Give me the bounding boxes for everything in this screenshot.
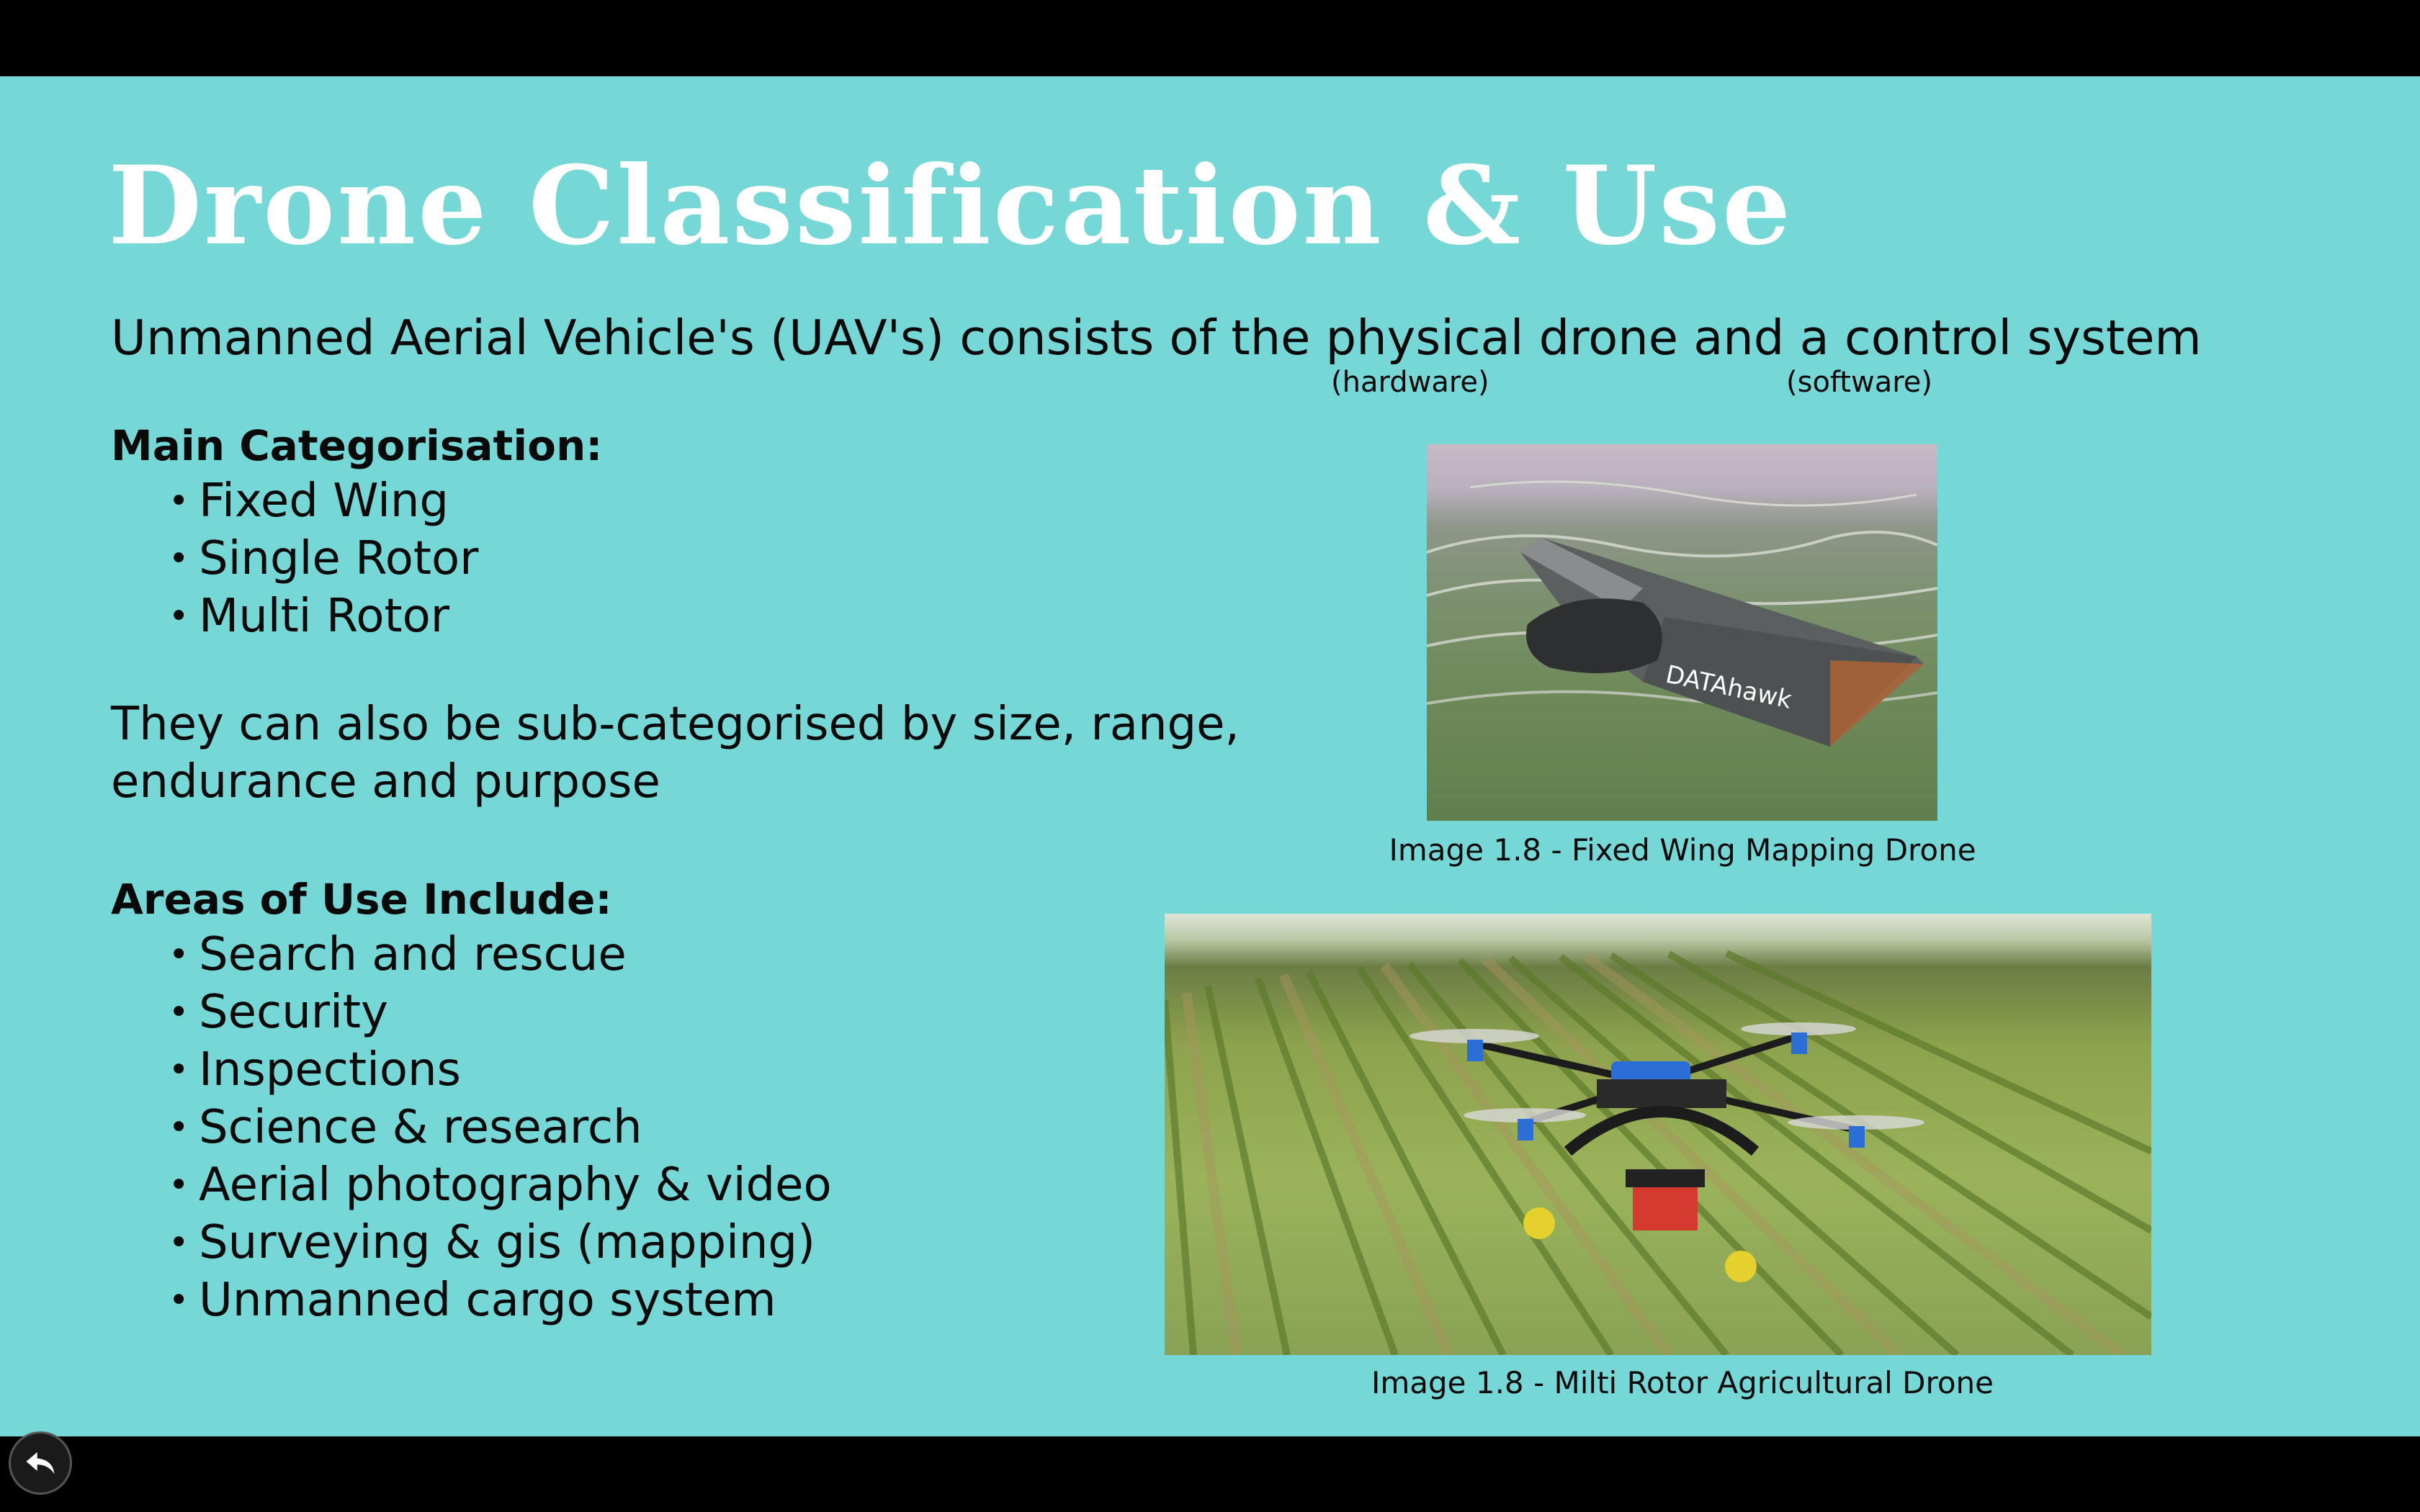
subcategory-paragraph: They can also be sub-categorised by size, range, endurance and purpose <box>111 698 1240 809</box>
back-button[interactable] <box>9 1431 72 1495</box>
bullet-icon: • <box>169 596 189 636</box>
list-item <box>0 1156 832 1214</box>
list-item-label: Inspections <box>199 1043 461 1097</box>
image1-caption: Image 1.8 - Fixed Wing Mapping Drone <box>1389 832 1976 868</box>
datahawk-logo-text: DATAhawk <box>1663 660 1795 715</box>
main-categorisation-heading: Main Categorisation: <box>111 421 603 470</box>
bullet-icon: • <box>169 1107 189 1148</box>
list-item <box>0 530 478 588</box>
fixed-wing-drone-illustration <box>1427 444 1937 821</box>
list-item <box>0 984 832 1041</box>
list-item <box>0 588 478 645</box>
bullet-icon: • <box>169 1165 189 1205</box>
top-letterbox-bar <box>0 0 2420 76</box>
bullet-icon: • <box>169 481 189 521</box>
list-item <box>0 1272 832 1329</box>
bullet-icon: • <box>169 1050 189 1090</box>
bullet-icon: • <box>169 935 189 975</box>
list-item <box>0 1099 832 1156</box>
categories-list <box>0 472 478 645</box>
list-item-label: Fixed Wing <box>199 474 449 528</box>
areas-of-use-heading: Areas of Use Include: <box>111 875 612 924</box>
software-note: (software) <box>1786 366 1932 399</box>
list-item <box>0 472 478 530</box>
list-item <box>0 1214 832 1272</box>
bottom-letterbox-bar <box>0 1436 2420 1512</box>
presentation-slide <box>0 76 2420 1436</box>
list-item-label: Aerial photography & video <box>199 1158 832 1212</box>
list-item-label: Multi Rotor <box>199 590 450 643</box>
image2-caption: Image 1.8 - Milti Rotor Agricultural Drone <box>1371 1365 1994 1400</box>
list-item-label: Security <box>199 986 388 1039</box>
slide-subtitle: Unmanned Aerial Vehicle's (UAV's) consists of the physical drone and a control system <box>111 310 2202 366</box>
list-item <box>0 926 832 984</box>
bullet-icon: • <box>169 1223 189 1263</box>
fixed-wing-drone-image <box>1427 444 1937 821</box>
list-item <box>0 1041 832 1099</box>
multi-rotor-drone-illustration <box>1165 914 2151 1355</box>
hardware-note: (hardware) <box>1331 366 1489 399</box>
areas-of-use-list <box>0 926 832 1329</box>
list-item-label: Search and rescue <box>199 928 627 981</box>
back-arrow-icon <box>22 1444 59 1482</box>
slide-title: Drone Classification & Use <box>108 143 1793 269</box>
bullet-icon: • <box>169 539 189 579</box>
bullet-icon: • <box>169 992 189 1032</box>
list-item-label: Single Rotor <box>199 532 479 585</box>
list-item-label: Science & research <box>199 1101 642 1154</box>
list-item-label: Unmanned cargo system <box>199 1274 776 1327</box>
list-item-label: Surveying & gis (mapping) <box>199 1216 815 1269</box>
bullet-icon: • <box>169 1280 189 1320</box>
multi-rotor-drone-image <box>1165 914 2151 1355</box>
